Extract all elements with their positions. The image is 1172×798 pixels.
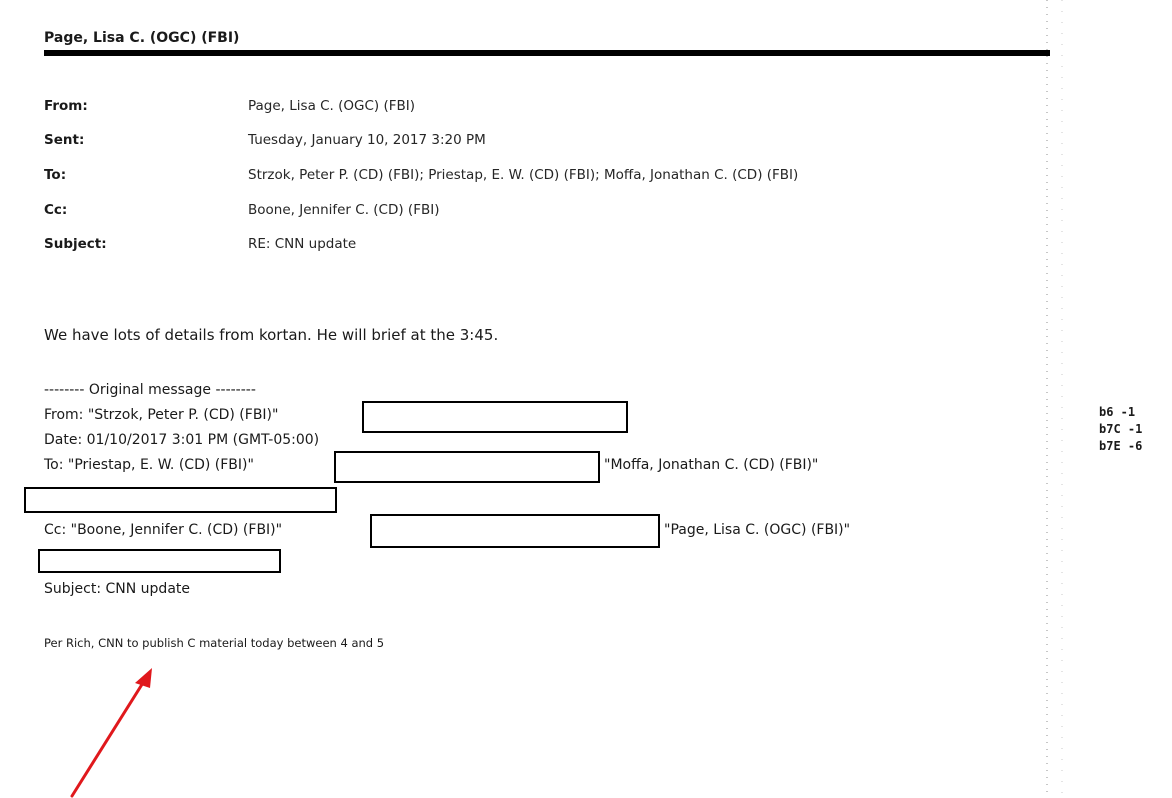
original-message-divider: -------- Original message -------- bbox=[44, 382, 256, 398]
original-to-continued: "Moffa, Jonathan C. (CD) (FBI)" bbox=[604, 457, 819, 473]
original-cc-continued: "Page, Lisa C. (OGC) (FBI)" bbox=[664, 522, 851, 538]
original-date: Date: 01/10/2017 3:01 PM (GMT-05:00) bbox=[44, 432, 320, 448]
original-from: From: "Strzok, Peter P. (CD) (FBI)" bbox=[44, 407, 279, 423]
original-subject: Subject: CNN update bbox=[44, 581, 191, 597]
exemption-code: b7C -1 bbox=[1099, 422, 1143, 436]
exemption-code: b6 -1 bbox=[1099, 405, 1136, 419]
to-value: Strzok, Peter P. (CD) (FBI); Priestap, E. W. (CD) (FBI); Moffa, Jonathan C. (CD) (FBI) bbox=[248, 167, 799, 183]
cc-value: Boone, Jennifer C. (CD) (FBI) bbox=[248, 202, 440, 218]
subject-value: RE: CNN update bbox=[248, 236, 357, 252]
original-cc: Cc: "Boone, Jennifer C. (CD) (FBI)" bbox=[44, 522, 283, 538]
sent-label: Sent: bbox=[44, 132, 85, 148]
cc-label: Cc: bbox=[44, 202, 68, 218]
to-label: To: bbox=[44, 167, 67, 183]
message-body: We have lots of details from kortan. He will brief at the 3:45. bbox=[44, 326, 499, 344]
original-to: To: "Priestap, E. W. (CD) (FBI)" bbox=[44, 457, 254, 473]
subject-label: Subject: bbox=[44, 236, 107, 252]
from-label: From: bbox=[44, 98, 88, 114]
mailbox-owner-name: Page, Lisa C. (OGC) (FBI) bbox=[44, 30, 240, 46]
from-value: Page, Lisa C. (OGC) (FBI) bbox=[248, 98, 416, 114]
original-message-text: Per Rich, CNN to publish C material today between 4 and 5 bbox=[44, 636, 385, 650]
exemption-code: b7E -6 bbox=[1099, 439, 1143, 453]
sent-value: Tuesday, January 10, 2017 3:20 PM bbox=[248, 132, 486, 148]
